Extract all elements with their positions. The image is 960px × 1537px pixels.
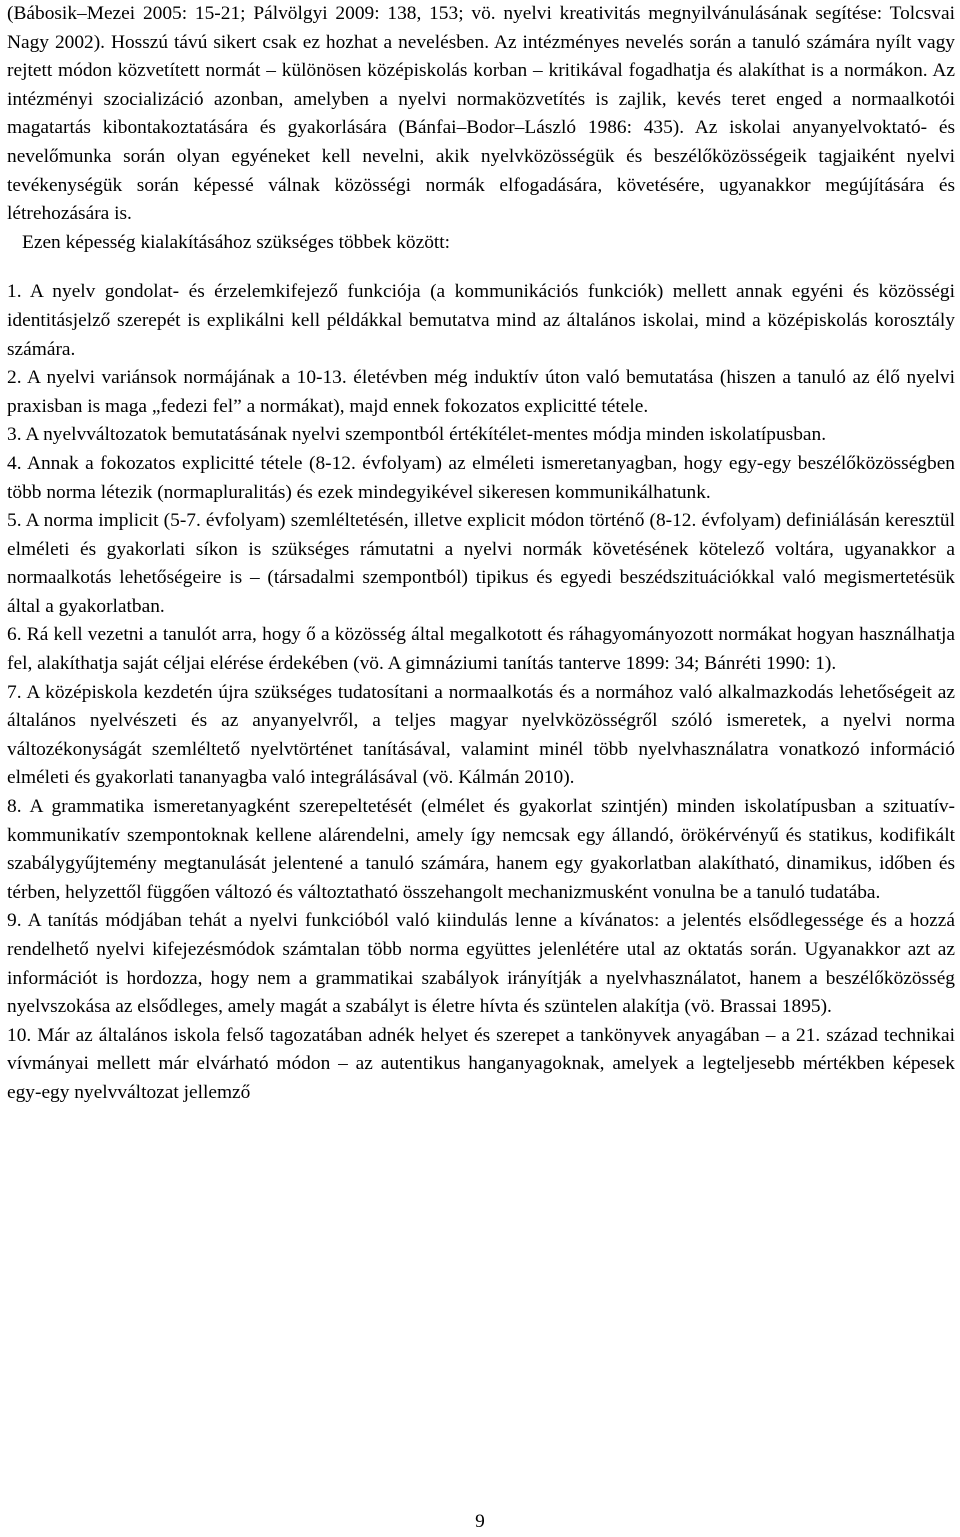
list-item-text: Annak a fokozatos explicitté tétele (8-12. évfolyam) az elméleti ismeretanyagban, hogy egy-egy beszélőközösségben több norma létezik (normapluralitás) és ezek mindegyikével sikeresen kommunikálhatunk. [7,452,955,503]
intro-paragraph: (Bábosik–Mezei 2005: 15-21; Pálvölgyi 2009: 138, 153; vö. nyelvi kreativitás megnyilvánulásának segítése: Tolcsvai Nagy 2002). Hosszú távú sikert csak ez hozhat a nevelésben. Az intézményes nevelés során a tanuló számára nyílt vagy rejtett módon közvetített normát – különösen középiskolás korban – kritikával fogadhatja és alakíthat is a normákon. Az intézményi szocializáció azonban, amelyben a nyelvi normaközvetítés is zajlik, kevés teret enged a normaalkotói magatartás kibontakoztatására és gyakorlására (Bánfai–Bodor–László 1986: 435). Az iskolai anyanyelvoktató- és nevelőmunka során olyan egyéneket kell nevelni, akik nyelvközösségük és beszélőközösségeik tagjaiként nyelvi tevékenységük során képessé válnak közösségi normák elfogadására, követésére, ugyanakkor megújítására és létrehozására is. [7,3,955,225]
list-item-number: 10. [7,1024,32,1046]
list-item [7,364,955,421]
list-item-text: A tanítás módjában tehát a nyelvi funkcióból való kiindulás lenne a kívánatos: a jelentés elsődlegessége és a hozzá rendelhető nyelvi kifejezésmódok számtalan több norma együttes jelenlétére utal az oktatás során. Ugyanakkor azt az információt is hordozza, hogy nem a grammatikai szabályok irányítják a nyelvhasználatot, hanem a beszélőközösség nyelvszokása az elsődleges, amely magát a szabályt is életre hívta és szüntelen alakítja (vö. Brassai 1895). [7,910,956,1018]
list-item-number: 1. [7,281,22,303]
list-item-text: A nyelvi variánsok normájának a 10-13. életévben még induktív úton való bemutatása (hiszen a tanuló az élő nyelvi praxisban is maga „fedezi fel” a normákat), majd ennek fokozatos explicitté tétele. [7,367,955,417]
lead-sentence: Ezen képesség kialakításához szükséges többek között: [22,231,451,253]
list-item [7,907,955,1021]
list-item-text: A középiskola kezdetén újra szükséges tudatosítani a normaalkotás és a normához való alkalmazkodás lehetőségeit az általános nyelvészeti és az anyanyelvről, a teljes magyar nyelvközösségről szóló ismeretek, a nyelvi norma változékonyságát szemléltető nyelvtörténet tanításával, valamint minél több nyelvhasználatra vonatkozó információ elméleti és gyakorlati tananyagba való integrálásával (vö. Kálmán 2010). [7,681,955,789]
list-item [7,621,955,678]
list-item-number: 9. [7,910,22,932]
list-item-number: 7. [7,681,22,703]
list-item [7,507,955,621]
numbered-list [7,278,955,1107]
list-item-text: A nyelvváltozatok bemutatásának nyelvi szempontból értékítélet-mentes módja minden iskolatípusban. [25,424,827,446]
list-item [7,679,955,793]
list-item [7,421,955,450]
list-item-number: 2. [7,367,22,389]
list-item [7,793,955,907]
list-item [7,450,955,507]
list-item-number: 4. [7,452,22,474]
list-item [7,278,955,364]
list-item-number: 5. [7,510,22,532]
list-item-number: 3. [7,424,22,446]
list-item-text: Rá kell vezetni a tanulót arra, hogy ő a közösség által megalkotott és ráhagyományozott normákat hogyan használhatja fel, alakíthatja saját céljai elérése érdekében (vö. A gimnáziumi tanítás tanterve 1899: 34; Bánréti 1990: 1). [7,624,955,675]
list-item-text: A nyelv gondolat- és érzelemkifejező funkciója (a kommunikációs funkciók) mellett annak egyéni és közösségi identitásjelző szerepét is explikálni kell példákkal bemutatva mind az általános iskolai, mind a középiskolás korosztály számára. [7,281,955,360]
list-item [7,1022,955,1108]
list-item-text: A norma implicit (5-7. évfolyam) szemléltetésén, illetve explicit módon történő (8-12. évfolyam) definiálásán keresztül elméleti és gyakorlati síkon is szükséges rámutatni a nyelvi normák követésének kötelező voltára, ugyanakkor a normaalkotás lehetőségeire is – (társadalmi szempontból) tipikus és egyedi beszédszituációkkal való megismertetésük által a gyakorlatban. [7,510,955,617]
document-page [7,0,955,1108]
list-item-text: A grammatika ismeretanyagként szerepeltetését (elmélet és gyakorlat szintjén) minden iskolatípusban a szituatív-kommunikatív szempontoknak kellene alárendelni, amely így nemcsak egy állandó, örökérvényű és statikus, kodifikált szabálygyűjtemény megtanulását jelentené a tanuló számára, hanem egy gyakorlatban alakítható, dinamikus, időben és térben, helyzettől függően változó és változtatható összehangolt mechanizmusként vonulna be a tanuló tudatába. [7,796,955,903]
list-item-number: 6. [7,624,22,646]
list-item-text: Már az általános iskola felső tagozatában adnék helyet és szerepet a tankönyvek anyagában – a 21. század technikai vívmányai mellett már elvárható módon – az autentikus hanganyagoknak, amelyek a legteljesebb mértékben képesek egy-egy nyelvváltozat jellemző [7,1024,955,1103]
list-item-number: 8. [7,796,22,818]
page-number: 9 [475,1511,485,1532]
